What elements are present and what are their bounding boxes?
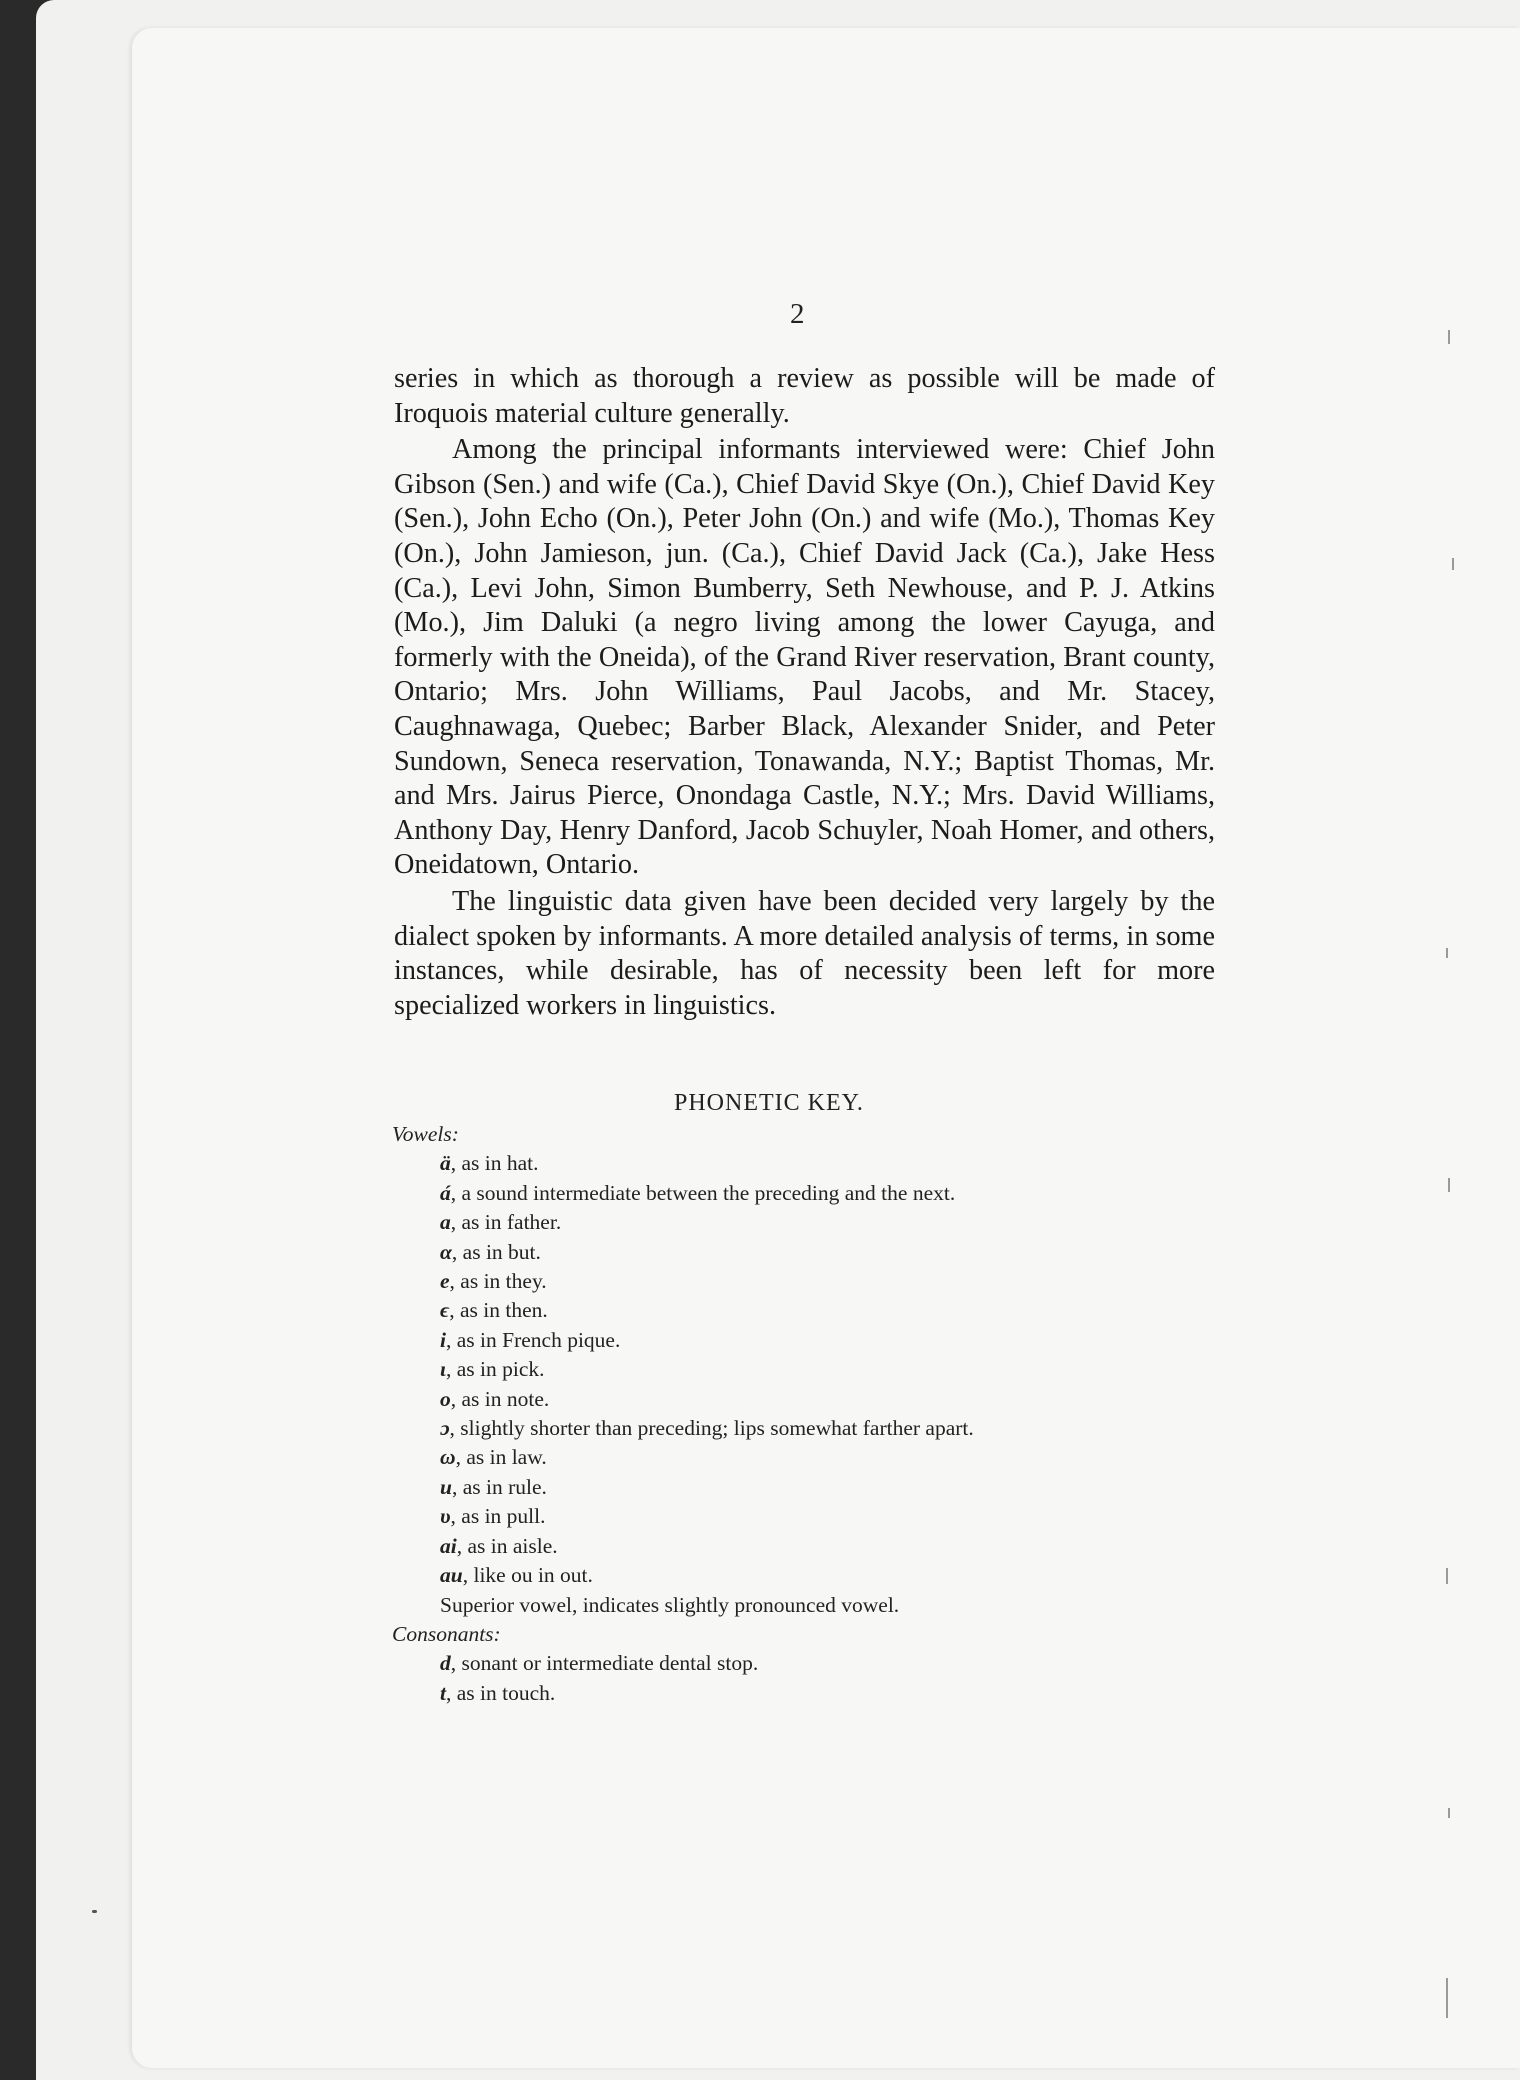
edge-mark [1452, 558, 1454, 570]
vowel-entry-description: , as in but. [451, 1239, 541, 1264]
vowel-entry-symbol: á [440, 1180, 451, 1205]
vowel-entry-symbol: u [440, 1474, 452, 1499]
vowel-entry [392, 1561, 1252, 1590]
phonetic-key [392, 1120, 1252, 1708]
vowel-entry-description: , as in pull. [450, 1504, 546, 1529]
vowel-entry-description: , as in note. [450, 1386, 550, 1411]
vowel-entry [392, 1267, 1252, 1296]
edge-mark [1448, 330, 1450, 344]
vowel-entry-symbol: ι [440, 1357, 446, 1382]
vowel-entry-description: , as in aisle. [456, 1533, 558, 1558]
scan-speck [92, 1910, 97, 1913]
vowel-entry-description: , as in French pique. [445, 1327, 621, 1352]
vowel-entry [392, 1414, 1252, 1443]
paragraph-continuation: series in which as thorough a review as possible will be made of Iroquois material culture generally. [394, 363, 1215, 429]
vowel-entry-description: , like ou in out. [462, 1563, 593, 1588]
vowels-note: Superior vowel, indicates slightly pronounced vowel. [440, 1592, 900, 1617]
vowel-entry-symbol: ä [440, 1151, 451, 1176]
vowel-entry [392, 1355, 1252, 1384]
paragraph-informants: Among the principal informants interviewed were: Chief John Gibson (Sen.) and wife (Ca.), Chief David Skye (On.), Chief David Key (Sen.), John Echo (On.), Peter John (On.) and wife (Mo.), Thomas Key (On.), John Jamieson, jun. (Ca.), Chief David Jack (Ca.), Jake Hess (Ca.), Levi John, Simon Bumberry, Seth Newhouse, and P. J. Atkins (Mo.), Jim Daluki (a negro living among the lower Cayuga, and formerly with the Oneida), of the Grand River reservation, Brant county, Ontario; Mrs. John Williams, Paul Jacobs, and Mr. Stacey, Caughnawaga, Quebec; Barber Black, Alexander Snider, and Peter Sundown, Seneca reservation, Tonawanda, N.Y.; Baptist Thomas, Mr. and Mrs. Jairus Pierce, Onondaga Castle, N.Y.; Mrs. David Williams, Anthony Day, Henry Danford, Jacob Schuyler, Noah Homer, and others, Oneidatown, Ontario. [394, 434, 1215, 881]
edge-mark [1448, 1178, 1450, 1192]
vowel-entry-description: , as in law. [455, 1445, 547, 1470]
consonant-entry-description: , as in touch. [445, 1680, 556, 1705]
edge-mark [1446, 1978, 1448, 2018]
vowel-entry-symbol: ai [440, 1533, 457, 1558]
vowel-entry-symbol: o [440, 1386, 451, 1411]
vowel-entry-symbol: ω [440, 1445, 456, 1470]
vowel-entry [392, 1296, 1252, 1325]
vowel-entry-symbol: i [440, 1327, 446, 1352]
vowel-entry [392, 1502, 1252, 1531]
vowel-entry-symbol: a [440, 1210, 451, 1235]
consonant-list [392, 1649, 1252, 1708]
vowel-entry [392, 1238, 1252, 1267]
vowel-entry [392, 1443, 1252, 1472]
vowel-entry-description: , a sound intermediate between the preceding and the next. [450, 1180, 956, 1205]
vowel-entry [392, 1385, 1252, 1414]
edge-mark [1448, 1808, 1450, 1818]
vowel-entry-description: , as in father. [450, 1210, 562, 1235]
vowel-entry-symbol: e [440, 1269, 450, 1294]
consonant-entry-description: , sonant or intermediate dental stop. [450, 1651, 759, 1676]
edge-mark [1446, 1568, 1448, 1584]
consonant-entry [392, 1679, 1252, 1708]
vowel-entry [392, 1179, 1252, 1208]
page-number: 2 [790, 298, 805, 330]
vowel-entry-symbol: au [440, 1563, 463, 1588]
body-text [394, 362, 1215, 1023]
vowel-list [392, 1149, 1252, 1590]
document-page [132, 28, 1520, 2068]
vowel-entry [392, 1326, 1252, 1355]
vowel-entry-symbol: υ [440, 1504, 451, 1529]
vowel-entry-symbol: ɔ [440, 1416, 450, 1441]
vowel-entry-description: , as in rule. [451, 1474, 547, 1499]
vowel-entry-description: , as in then. [449, 1298, 548, 1323]
vowel-entry-description: , as in pick. [445, 1357, 545, 1382]
consonants-label: Consonants: [392, 1621, 501, 1646]
vowel-entry [392, 1473, 1252, 1502]
vowel-entry-symbol: α [440, 1239, 452, 1264]
vowel-entry [392, 1208, 1252, 1237]
consonant-entry [392, 1649, 1252, 1678]
vowels-label: Vowels: [392, 1122, 459, 1146]
vowel-entry-symbol: ϵ [440, 1298, 450, 1323]
phonetic-key-heading: PHONETIC KEY. [674, 1090, 864, 1116]
vowel-entry-description: , as in they. [449, 1269, 547, 1294]
vowel-entry-description: , slightly shorter than preceding; lips somewhat farther apart. [449, 1416, 974, 1441]
paragraph-linguistic: The linguistic data given have been decided very largely by the dialect spoken by informants. A more detailed analysis of terms, in some instances, while desirable, has of necessity been left for more specialized workers in linguistics. [394, 885, 1215, 1021]
consonant-entry-symbol: t [440, 1680, 446, 1705]
edge-mark [1446, 948, 1448, 958]
consonant-entry-symbol: d [440, 1651, 451, 1676]
vowel-entry-description: , as in hat. [450, 1151, 539, 1176]
vowel-entry [392, 1532, 1252, 1561]
vowel-entry [392, 1149, 1252, 1178]
